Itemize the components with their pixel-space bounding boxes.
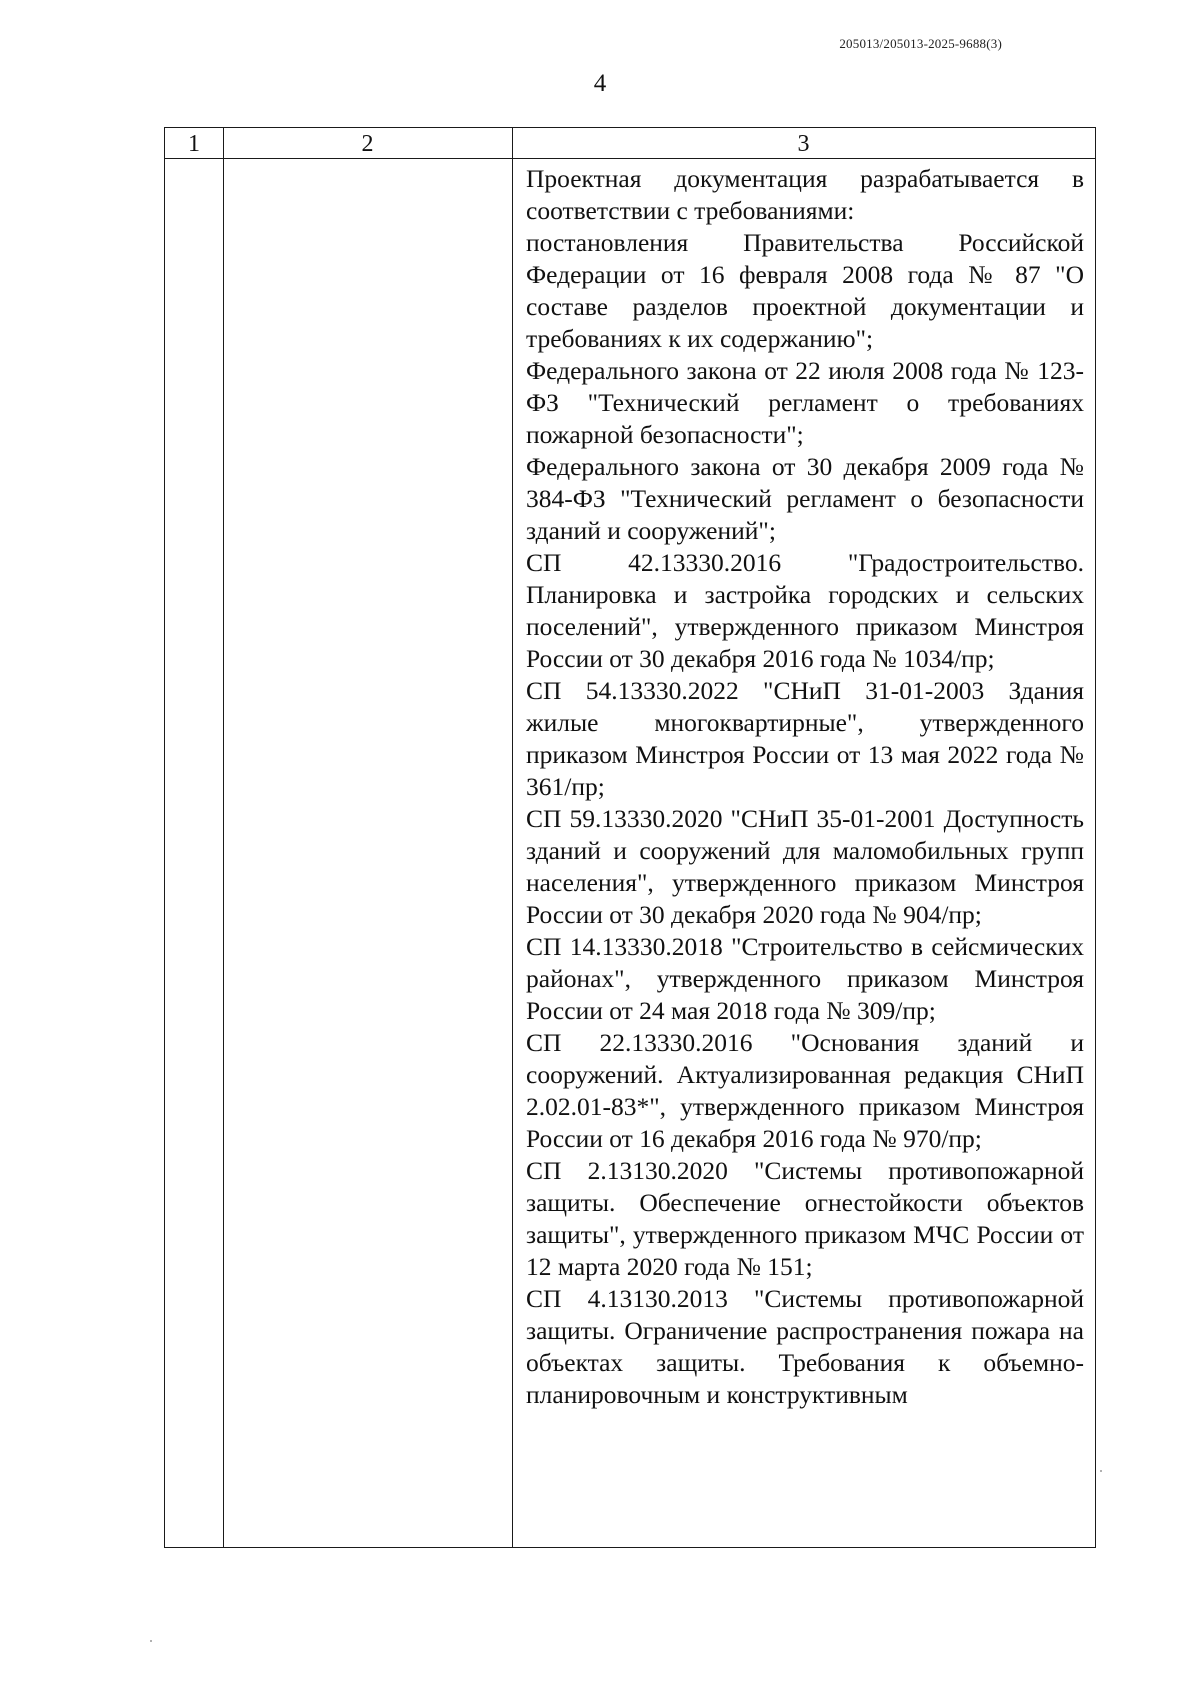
requirements-table — [164, 127, 1096, 1548]
paragraph-sp-2-13130: СП 2.13130.2020 "Системы противопожарной защиты. Обеспечение огнестойкости объектов защиты", утвержденного приказом МЧС России от 12 марта 2020 года № 151; — [526, 1156, 1084, 1281]
document-id: 205013/205013-2025-9688(3) — [839, 36, 1002, 51]
paragraph-sp-14: СП 14.13330.2018 "Строительство в сейсмических районах", утвержденного приказом Минстроя России от 24 мая 2018 года № 309/пр; — [526, 932, 1084, 1025]
page-number: 4 — [593, 70, 607, 97]
paragraph-intro: Проектная документация разрабатывается в соответствии с требованиями: — [526, 164, 1084, 225]
paragraph-sp-4-13130: СП 4.13130.2013 "Системы противопожарной защиты. Ограничение распространения пожара на объектах защиты. Требования к объемно-планировочным и конструктивным — [526, 1284, 1084, 1409]
column-header-2: 2 — [361, 131, 374, 157]
paragraph-sp-42: СП 42.13330.2016 "Градостроительство. Планировка и застройка городских и сельских поселений", утвержденного приказом Минстроя России от 30 декабря 2016 года № 1034/пр; — [526, 548, 1084, 673]
table-header-row — [165, 128, 1095, 159]
paragraph-sp-22: СП 22.13330.2016 "Основания зданий и сооружений. Актуализированная редакция СНиП 2.02.01-83*", утвержденного приказом Минстроя России от 16 декабря 2016 года № 970/пр; — [526, 1028, 1084, 1153]
paragraph-sp-54: СП 54.13330.2022 "СНиП 31-01-2003 Здания жилые многоквартирные", утвержденного приказом Минстроя России от 13 мая 2022 года № 361/пр; — [526, 676, 1084, 801]
column-header-1: 1 — [188, 131, 200, 157]
paragraph-fz-384: Федерального закона от 30 декабря 2009 года № 384-ФЗ "Технический регламент о безопасности зданий и сооружений"; — [526, 452, 1084, 545]
paragraph-pp-87: постановления Правительства Российской Федерации от 16 февраля 2008 года № 87 "О составе разделов проектной документации и требованиях к их содержанию"; — [526, 228, 1084, 353]
scan-speck — [150, 1640, 152, 1642]
paragraph-fz-123: Федерального закона от 22 июля 2008 года № 123-ФЗ "Технический регламент о требованиях пожарной безопасности"; — [526, 356, 1084, 449]
column-divider — [223, 128, 224, 1547]
column-header-3: 3 — [797, 131, 810, 157]
scan-speck — [1100, 1470, 1102, 1472]
requirements-text-cell — [526, 163, 1084, 1411]
paragraph-sp-59: СП 59.13330.2020 "СНиП 35-01-2001 Доступность зданий и сооружений для маломобильных групп населения", утвержденного приказом Минстроя России от 30 декабря 2020 года № 904/пр; — [526, 804, 1084, 929]
column-divider — [512, 128, 513, 1547]
